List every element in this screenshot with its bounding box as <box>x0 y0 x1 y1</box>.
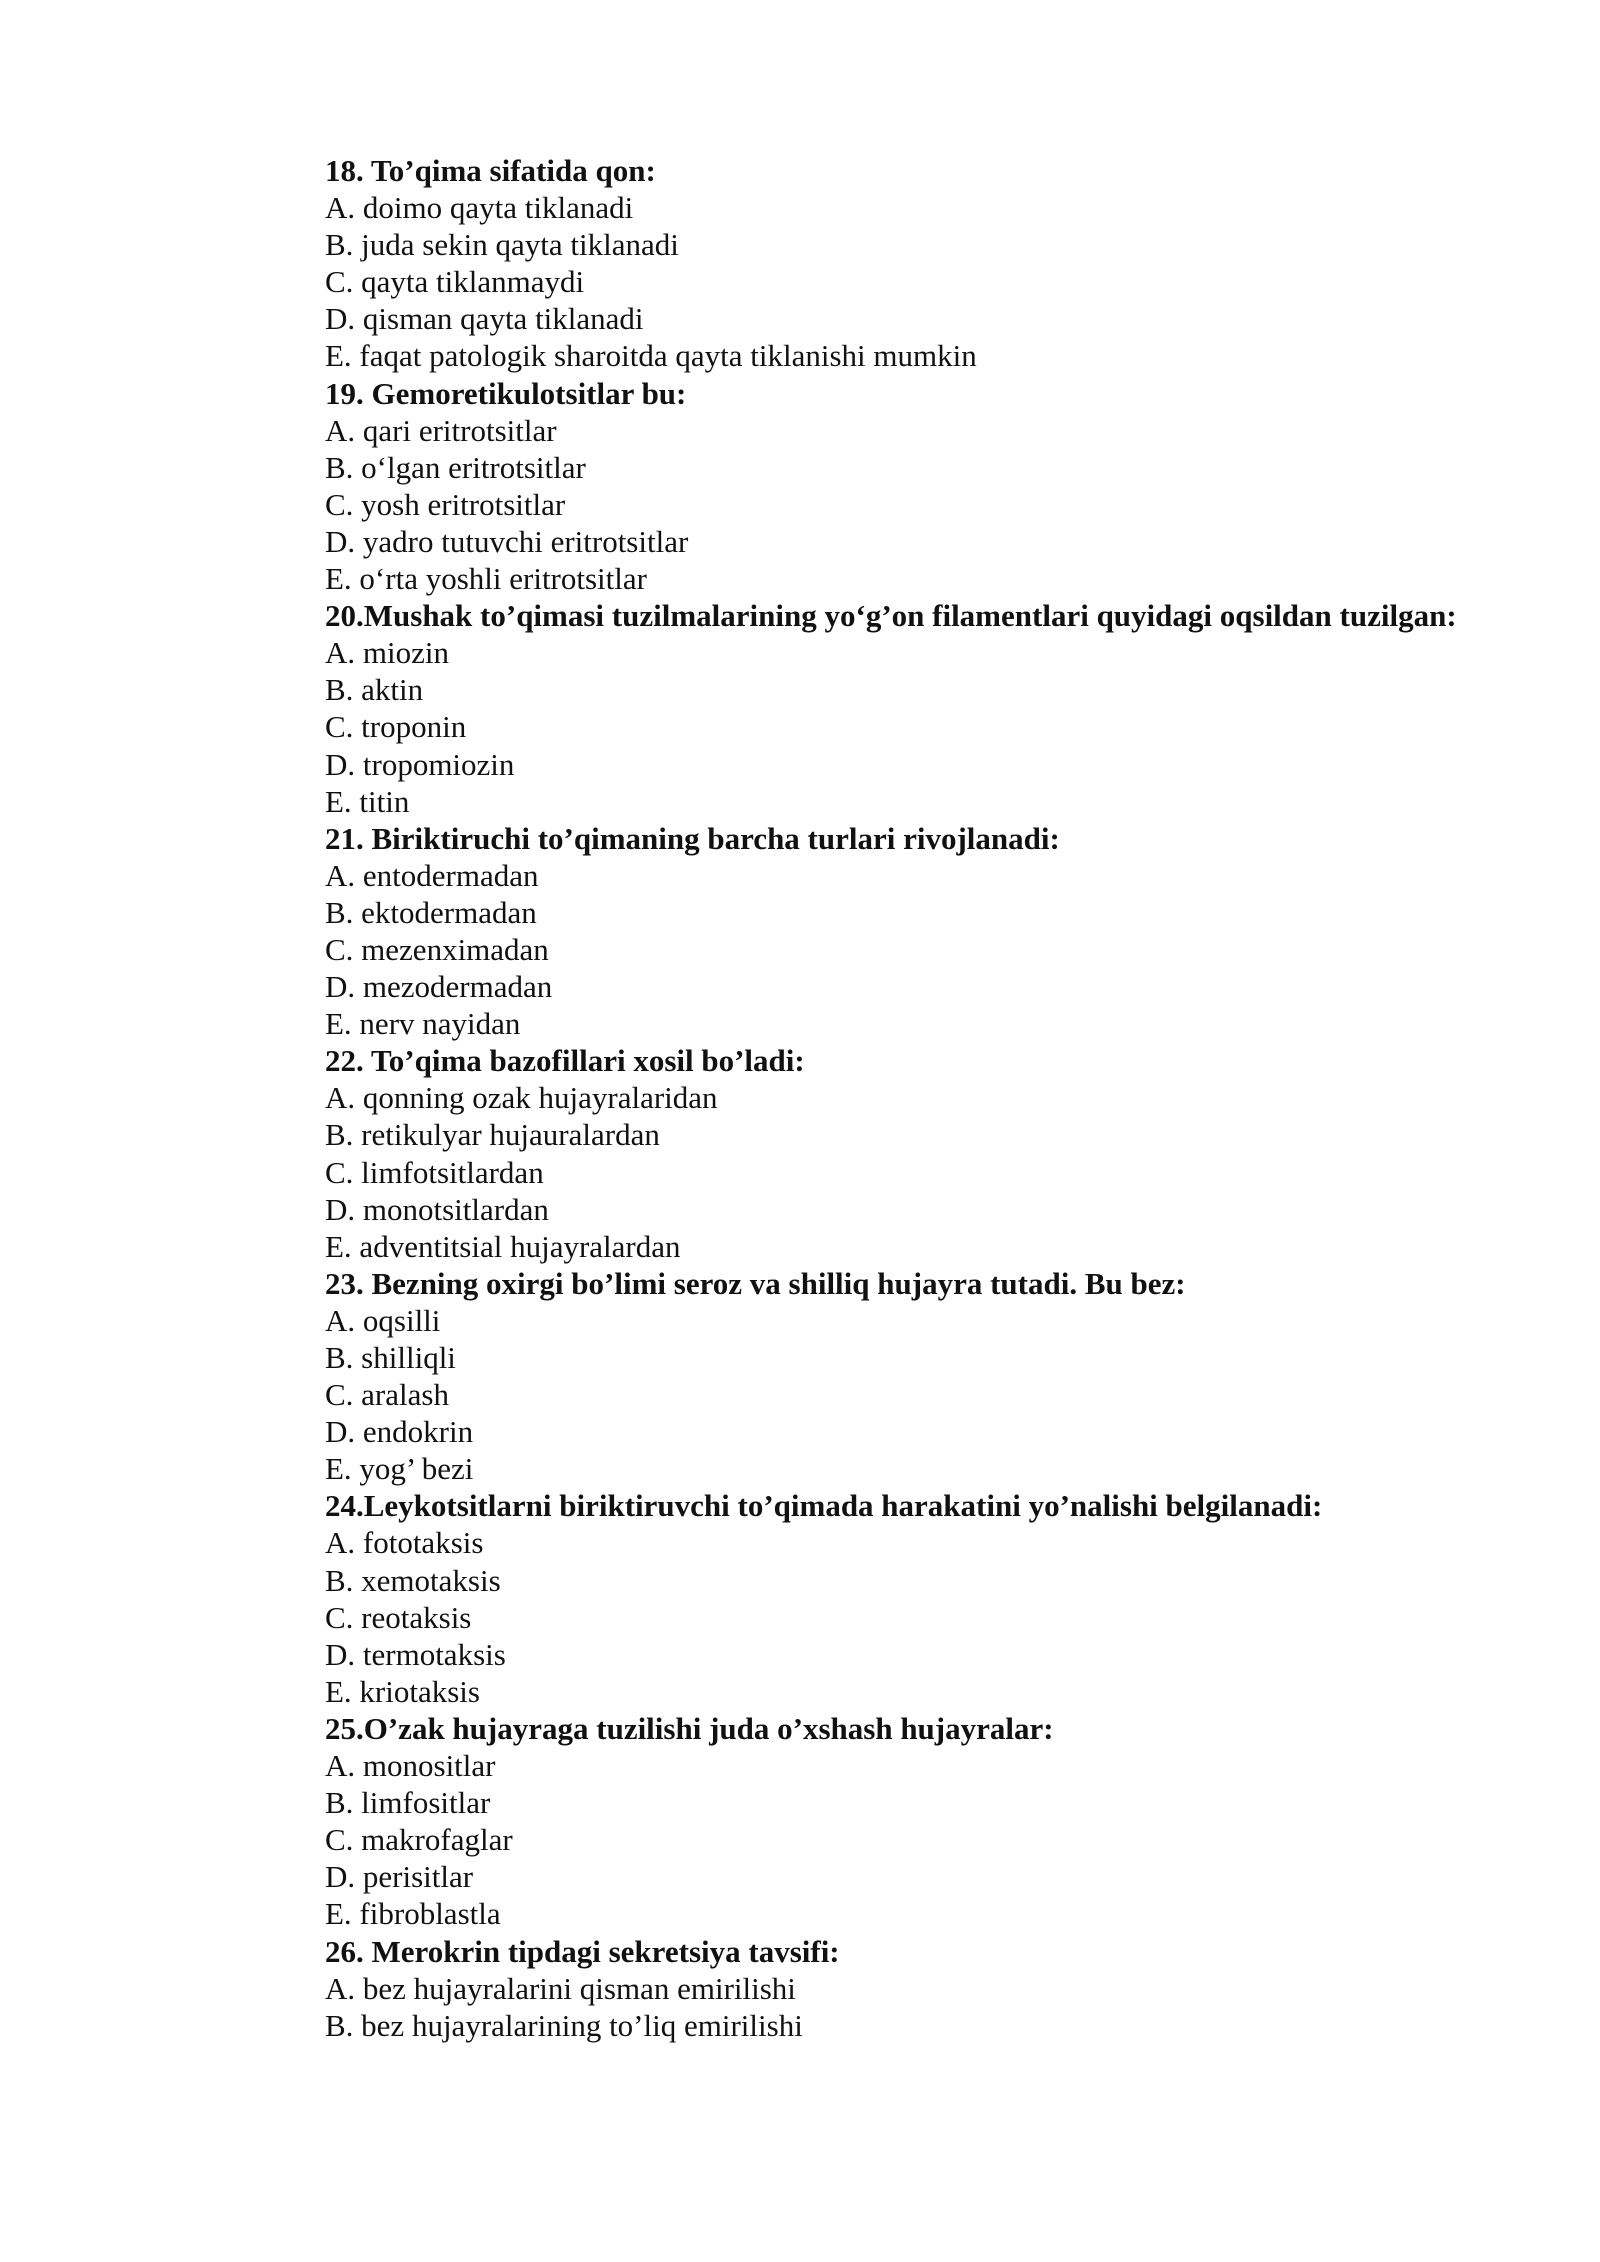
question-text <box>325 1265 1487 1302</box>
answer-option: E. titin <box>325 783 410 819</box>
question-separator <box>364 376 372 411</box>
answer-option: C. aralash <box>325 1377 449 1413</box>
answer-option: A. monositlar <box>325 1748 496 1784</box>
answer-option: C. limfotsitlardan <box>325 1154 544 1190</box>
question-block <box>325 1933 1487 2044</box>
answer-option: D. yadro tutuvchi eritrotsitlar <box>325 523 689 559</box>
answer-option: C. makrofaglar <box>325 1822 513 1858</box>
answer-option: A. fototaksis <box>325 1525 484 1561</box>
question-separator <box>364 1266 372 1301</box>
question-number: 18. <box>325 153 364 188</box>
question-body: Biriktiruchi to’qimaning barcha turlari rivojlanadi: <box>371 820 1060 856</box>
question-text <box>325 375 1487 412</box>
question-block <box>325 1265 1487 1488</box>
question-block <box>325 820 1487 1043</box>
answer-option: E. kriotaksis <box>325 1673 480 1709</box>
question-body: Gemoretikulotsitlar bu: <box>371 375 687 411</box>
question-number: 25. <box>325 1710 364 1746</box>
answer-option: C. mezenximadan <box>325 931 549 967</box>
question-block <box>325 375 1487 598</box>
answer-option: D. perisitlar <box>325 1859 474 1895</box>
question-separator <box>364 821 372 856</box>
answer-option: B. shilliqli <box>325 1340 456 1375</box>
question-number: 26. <box>325 1933 364 1969</box>
answer-option: E. fibroblastla <box>325 1896 501 1932</box>
answer-option: B. xemotaksis <box>325 1562 501 1598</box>
question-number: 19. <box>325 375 364 411</box>
question-number: 20. <box>325 598 364 634</box>
answer-option: D. endokrin <box>325 1414 474 1450</box>
question-number: 22. <box>325 1043 364 1079</box>
answer-option: D. monotsitlardan <box>325 1191 549 1227</box>
answer-option: A. oqsilli <box>325 1302 441 1338</box>
answer-option: C. reotaksis <box>325 1599 472 1635</box>
question-body: Merokrin tipdagi sekretsiya tavsifi: <box>371 1933 840 1969</box>
question-body: To’qima bazofillari xosil bo’ladi: <box>370 1043 805 1079</box>
question-block <box>325 1710 1487 1933</box>
answer-option: A. doimo qayta tiklanadi <box>325 190 634 226</box>
answer-option: E. faqat patologik sharoitda qayta tiklanishi mumkin <box>325 338 977 374</box>
question-number: 23. <box>325 1265 364 1301</box>
question-text <box>325 597 1487 634</box>
question-text <box>325 1933 1487 1970</box>
answer-option: D. mezodermadan <box>325 969 553 1005</box>
answer-option: A. bez hujayralarini qisman emirilishi <box>325 1970 796 2006</box>
document-page <box>325 152 1487 2044</box>
question-body: Leykotsitlarni biriktiruvchi to’qimada harakatini yo’nalishi belgilanadi: <box>363 1488 1323 1524</box>
answer-option: B. limfositlar <box>325 1785 491 1821</box>
question-text <box>325 1487 1487 1524</box>
answer-option: D. tropomiozin <box>325 746 515 782</box>
answer-option: C. qayta tiklanmaydi <box>325 264 585 300</box>
answer-option: B. bez hujayralarining to’liq emirilishi <box>325 2007 803 2043</box>
answer-option: B. ektodermadan <box>325 894 537 930</box>
question-text <box>325 820 1487 857</box>
answer-option: E. o‘rta yoshli eritrotsitlar <box>325 561 647 597</box>
answer-option: B. juda sekin qayta tiklanadi <box>325 227 679 263</box>
question-body: O’zak hujayraga tuzilishi juda o’xshash hujayralar: <box>363 1710 1054 1746</box>
question-block <box>325 597 1487 820</box>
answer-option: A. miozin <box>325 635 449 671</box>
question-text <box>325 1710 1487 1747</box>
answer-option: D. qisman qayta tiklanadi <box>325 301 644 337</box>
question-block <box>325 1042 1487 1265</box>
question-number: 21. <box>325 820 364 856</box>
answer-option: E. yog’ bezi <box>325 1451 474 1487</box>
answer-option: A. qonning ozak hujayralaridan <box>325 1080 718 1116</box>
question-block <box>325 1487 1487 1710</box>
question-number: 24. <box>325 1488 364 1524</box>
question-separator <box>364 1934 372 1969</box>
question-body: To’qima sifatida qon: <box>370 153 656 188</box>
answer-option: A. qari eritrotsitlar <box>325 412 557 448</box>
answer-option: E. adventitsial hujayralardan <box>325 1228 681 1264</box>
question-text <box>325 1042 1487 1079</box>
answer-option: C. troponin <box>325 709 467 745</box>
answer-option: E. nerv nayidan <box>325 1006 521 1042</box>
question-body: Bezning oxirgi bo’limi seroz va shilliq hujayra tutadi. Bu bez: <box>371 1265 1186 1301</box>
question-body: Mushak to’qimasi tuzilmalarining yo‘g’on filamentlari quyidagi oqsildan tuzilgan: <box>363 598 1457 634</box>
answer-option: C. yosh eritrotsitlar <box>325 486 566 522</box>
answer-option: B. o‘lgan eritrotsitlar <box>325 449 586 485</box>
question-text <box>325 152 1487 189</box>
answer-option: B. aktin <box>325 672 424 708</box>
question-separator <box>364 153 371 188</box>
answer-option: D. termotaksis <box>325 1636 506 1672</box>
answer-option: A. entodermadan <box>325 857 539 893</box>
answer-option: B. retikulyar hujauralardan <box>325 1117 660 1153</box>
question-block <box>325 152 1487 375</box>
question-separator <box>364 1043 371 1078</box>
